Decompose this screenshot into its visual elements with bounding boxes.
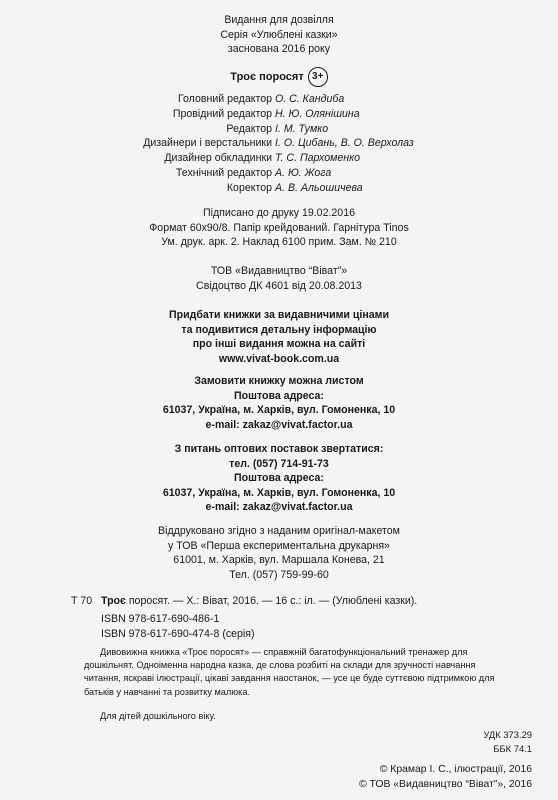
credit-row	[0, 92, 558, 107]
publisher-name: ТОВ «Видавництво “Віват”»	[210, 265, 348, 277]
catalog-entry-rest: поросят. — Х.: Віват, 2016. — 16 с.: іл. — (Улюблені казки).	[125, 595, 418, 607]
printing-line-1: Віддруковано згідно з наданим оригінал-макетом	[158, 525, 400, 537]
order-heading: Замовити книжку можна листом	[194, 375, 364, 387]
credit-row	[0, 181, 558, 196]
credit-role: Провідний редактор	[172, 107, 272, 120]
credit-name: Н. Ю. Олянішина	[275, 107, 360, 120]
udk-code: УДК 373.29	[483, 729, 532, 740]
credit-name: І. О. Цибань, В. О. Верхолаз	[275, 137, 414, 150]
publisher-certificate: Свідоцтво ДК 4601 від 20.08.2013	[196, 279, 362, 292]
header-line-2: Серія «Улюблені казки»	[220, 28, 338, 41]
wholesale-email[interactable]: e-mail: zakaz@vivat.factor.ua	[205, 501, 353, 514]
credit-name: А. Ю. Жога	[275, 166, 332, 179]
credit-name: А. В. Альошичева	[275, 181, 363, 194]
printing-line-3: 61001, м. Харків, вул. Маршала Конева, 21	[173, 554, 385, 567]
wholesale-address-label: Поштова адреса:	[234, 472, 324, 485]
publisher-info	[0, 264, 558, 293]
classification-codes	[483, 728, 532, 756]
annotation-age: Для дітей дошкільного віку.	[100, 710, 216, 721]
buy-online-line-1: Придбати книжки за видавничими цінами	[169, 309, 389, 321]
credit-row	[0, 136, 558, 151]
print-signed: Підписано до друку 19.02.2016	[203, 207, 355, 219]
credit-name: О. С. Кандиба	[275, 93, 345, 105]
header-line-3: заснована 2016 року	[227, 43, 331, 56]
wholesale-heading: З питань оптових поставок звертатися:	[174, 443, 384, 455]
copyright-line-2: © ТОВ «Видавництво “Віват”», 2016	[358, 779, 532, 790]
credit-row	[0, 151, 558, 166]
credit-role: Дизайнери і верстальники	[143, 137, 272, 150]
buy-online-block	[0, 308, 558, 366]
catalog-code: Т 70	[71, 595, 93, 607]
credit-role: Головний редактор	[177, 93, 272, 105]
print-format: Формат 60х90/8. Папір крейдований. Гарнітура Tinos	[149, 221, 409, 234]
wholesale-phone: тел. (057) 714-91-73	[229, 457, 329, 470]
printing-line-4: Тел. (057) 759-99-60	[229, 568, 329, 581]
buy-online-line-3: про інші видання можна на сайті	[192, 338, 366, 351]
order-email[interactable]: e-mail: zakaz@vivat.factor.ua	[205, 418, 353, 431]
annotation-text: Дивовижна книжка «Троє поросят» — справжній багатофункціональний тренажер для дошкільнят. Одноіменна народна казка, де слова розбиті на склади для зручності навчання читання, яскраві ілюстрації, цікаві завдання наостанок, — усе це буде суттєвою підтримкою для батьків у навчанні та розвитку малюка.	[84, 647, 495, 697]
print-sheets: Ум. друк. арк. 2. Наклад 6100 прим. Зам. № 210	[161, 236, 397, 249]
catalog-entry-title: Троє	[101, 595, 126, 607]
credit-role: Дизайнер обкладинки	[164, 152, 272, 165]
credits-block	[0, 92, 558, 196]
order-address: 61037, Україна, м. Харків, вул. Гомоненка, 10	[162, 404, 396, 417]
copyright-block	[359, 762, 532, 792]
header-line-1: Видання для дозвілля	[224, 14, 334, 26]
age-rating-badge: 3+	[308, 67, 328, 87]
credit-role: Коректор	[226, 181, 272, 194]
website-link[interactable]: www.vivat-book.com.ua	[218, 352, 340, 365]
isbn-book: ISBN 978-617-690-486-1	[101, 613, 220, 625]
annotation	[84, 646, 504, 723]
buy-online-line-2: та подивитися детальну інформацію	[181, 323, 377, 336]
credit-row	[0, 166, 558, 181]
credit-name: І. М. Тумко	[275, 122, 329, 135]
credit-row	[0, 122, 558, 137]
bbk-code: ББК 74.1	[493, 743, 532, 754]
printing-line-2: у ТОВ «Перша експериментальна друкарня»	[168, 539, 390, 552]
printing-house-block	[0, 524, 558, 582]
wholesale-address: 61037, Україна, м. Харків, вул. Гомоненка, 10	[162, 486, 396, 499]
copyright-line-1: © Крамар І. С., ілюстрації, 2016	[379, 764, 532, 775]
book-title: Троє поросят	[230, 70, 304, 83]
print-info	[0, 206, 558, 250]
catalog-entry	[101, 594, 417, 609]
order-address-label: Поштова адреса:	[234, 389, 324, 402]
isbn-series: ISBN 978-617-690-474-8 (серія)	[101, 628, 255, 640]
book-title-line	[0, 67, 558, 87]
series-header	[0, 13, 558, 57]
wholesale-block	[0, 442, 558, 515]
credit-role: Технічний редактор	[175, 166, 272, 179]
credit-name: Т. С. Пархоменко	[275, 152, 361, 165]
credit-role: Редактор	[226, 122, 272, 135]
order-by-mail-block	[0, 374, 558, 432]
credit-row	[0, 107, 558, 122]
